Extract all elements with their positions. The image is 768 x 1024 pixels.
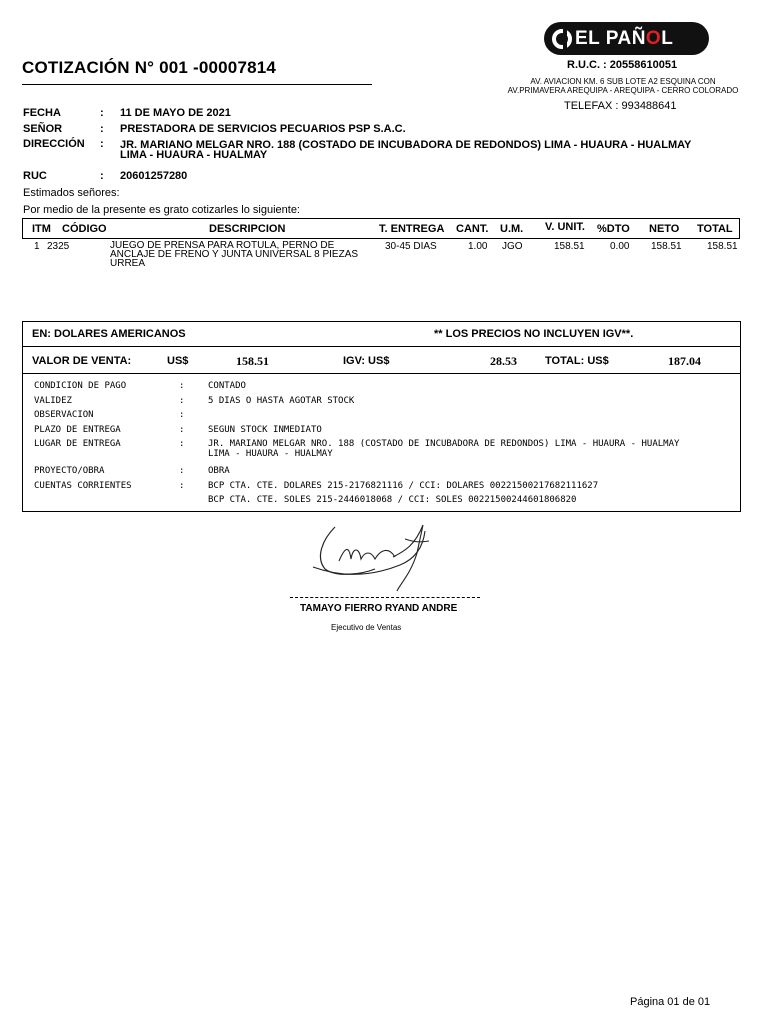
signer-role: Ejecutivo de Ventas: [331, 623, 402, 632]
title-underline: [22, 84, 372, 85]
cuenta-soles: BCP CTA. CTE. SOLES 215-2446018068 / CCI: SOLES 00221500244601806820: [208, 495, 577, 505]
col-codigo: CÓDIGO: [62, 223, 107, 235]
col-itm: ITM: [32, 223, 51, 235]
fecha-label: FECHA: [23, 107, 61, 119]
row-desc-line1: JUEGO DE PRENSA PARA ROTULA, PERNO DE: [110, 240, 335, 251]
lugar-value-line2: LIMA - HUAURA - HUALMAY: [208, 449, 333, 459]
proyecto-colon: :: [179, 466, 185, 476]
company-logo: [544, 22, 709, 55]
senor-value: PRESTADORA DE SERVICIOS PECUARIOS PSP S.A.C.: [120, 123, 406, 135]
cond-pago-label: CONDICION DE PAGO: [34, 381, 127, 391]
col-total: TOTAL: [697, 223, 733, 235]
col-dto: %DTO: [597, 223, 630, 235]
proyecto-label: PROYECTO/OBRA: [34, 466, 105, 476]
direccion-label: DIRECCIÓN: [23, 138, 85, 150]
plazo-value: SEGUN STOCK INMEDIATO: [208, 425, 322, 435]
igv-label: IGV: US$: [343, 355, 390, 367]
cuenta-dolares: BCP CTA. CTE. DOLARES 215-2176821116 / CCI: DOLARES 00221500217682111627: [208, 481, 599, 491]
senor-label: SEÑOR: [23, 123, 63, 135]
row-neto: 158.51: [651, 241, 682, 252]
lugar-value-line1: JR. MARIANO MELGAR NRO. 188 (COSTADO DE INCUBADORA DE REDONDOS) LIMA - HUAURA - HUALMAY: [208, 439, 680, 449]
cuentas-colon: :: [179, 481, 185, 491]
valor-venta-value: 158.51: [236, 354, 269, 368]
row-cant: 1.00: [468, 241, 488, 252]
observacion-colon: :: [179, 410, 185, 420]
total-value: 187.04: [668, 354, 701, 368]
row-desc-line2: ANCLAJE DE FRENO Y JUNTA UNIVERSAL 8 PIEZAS: [110, 249, 359, 260]
logo-mark-icon: [552, 29, 572, 49]
cond-pago-colon: :: [179, 381, 185, 391]
intro-text: Por medio de la presente es grato cotizarles lo siguiente:: [23, 204, 300, 216]
signer-name: TAMAYO FIERRO RYAND ANDRE: [300, 603, 458, 614]
plazo-colon: :: [179, 425, 185, 435]
direccion-value-line2: LIMA - HUAURA - HUALMAY: [120, 149, 268, 161]
company-ruc: R.U.C. : 20558610051: [567, 59, 678, 71]
lugar-colon: :: [179, 439, 185, 449]
company-logo-text: EL PAÑOL: [575, 27, 674, 49]
ruc-colon: :: [100, 170, 104, 182]
fecha-value: 11 DE MAYO DE 2021: [120, 107, 231, 119]
totals-divider-1: [22, 346, 741, 347]
table-row: [0, 241, 768, 275]
validez-colon: :: [179, 396, 185, 406]
valor-currency: US$: [167, 355, 189, 367]
valor-venta-label: VALOR DE VENTA:: [32, 355, 132, 367]
row-entrega: 30-45 DIAS: [385, 241, 437, 252]
direccion-colon: :: [100, 138, 104, 150]
col-cant: CANT.: [456, 223, 489, 235]
ruc-value: 20601257280: [120, 170, 188, 182]
igv-value: 28.53: [490, 354, 517, 368]
col-um: U.M.: [500, 223, 524, 235]
row-codigo: 2325: [47, 241, 70, 252]
validez-value: 5 DIAS O HASTA AGOTAR STOCK: [208, 396, 355, 406]
row-itm: 1: [34, 241, 40, 252]
igv-note: ** LOS PRECIOS NO INCLUYEN IGV**.: [434, 328, 634, 340]
signature-image: [305, 517, 445, 595]
greeting-text: Estimados señores:: [23, 187, 120, 199]
row-desc-line3: URREA: [110, 258, 146, 269]
currency-note: EN: DOLARES AMERICANOS: [32, 328, 186, 340]
row-dto: 0.00: [610, 241, 630, 252]
total-label: TOTAL: US$: [545, 355, 609, 367]
col-vunit: V. UNIT.: [545, 221, 585, 233]
proyecto-value: OBRA: [208, 466, 230, 476]
ruc-label: RUC: [23, 170, 47, 182]
row-total: 158.51: [707, 241, 738, 252]
lugar-label: LUGAR DE ENTREGA: [34, 439, 121, 449]
senor-colon: :: [100, 123, 104, 135]
validez-label: VALIDEZ: [34, 396, 72, 406]
page-number: Página 01 de 01: [630, 996, 711, 1008]
company-telefax: TELEFAX : 993488641: [564, 100, 677, 112]
row-um: JGO: [502, 241, 523, 252]
col-descripcion: DESCRIPCION: [209, 223, 286, 235]
observacion-label: OBSERVACION: [34, 410, 94, 420]
row-vunit: 158.51: [554, 241, 585, 252]
company-address-line2: AV.PRIMAVERA AREQUIPA - AREQUIPA - CERRO COLORADO: [507, 86, 739, 95]
company-address-line1: AV. AVIACION KM. 6 SUB LOTE A2 ESQUINA CON: [530, 77, 716, 86]
fecha-colon: :: [100, 107, 104, 119]
col-entrega: T. ENTREGA: [379, 223, 445, 235]
cond-pago-value: CONTADO: [208, 381, 246, 391]
plazo-label: PLAZO DE ENTREGA: [34, 425, 121, 435]
col-neto: NETO: [649, 223, 680, 235]
totals-divider-2: [22, 373, 741, 374]
signature-line: [290, 597, 480, 598]
items-table-header: [22, 218, 740, 239]
direccion-value-line1: JR. MARIANO MELGAR NRO. 188 (COSTADO DE INCUBADORA DE REDONDOS) LIMA - HUAURA - HUALMAY: [120, 139, 692, 151]
document-title: COTIZACIÓN N° 001 -00007814: [22, 58, 277, 77]
cuentas-label: CUENTAS CORRIENTES: [34, 481, 132, 491]
